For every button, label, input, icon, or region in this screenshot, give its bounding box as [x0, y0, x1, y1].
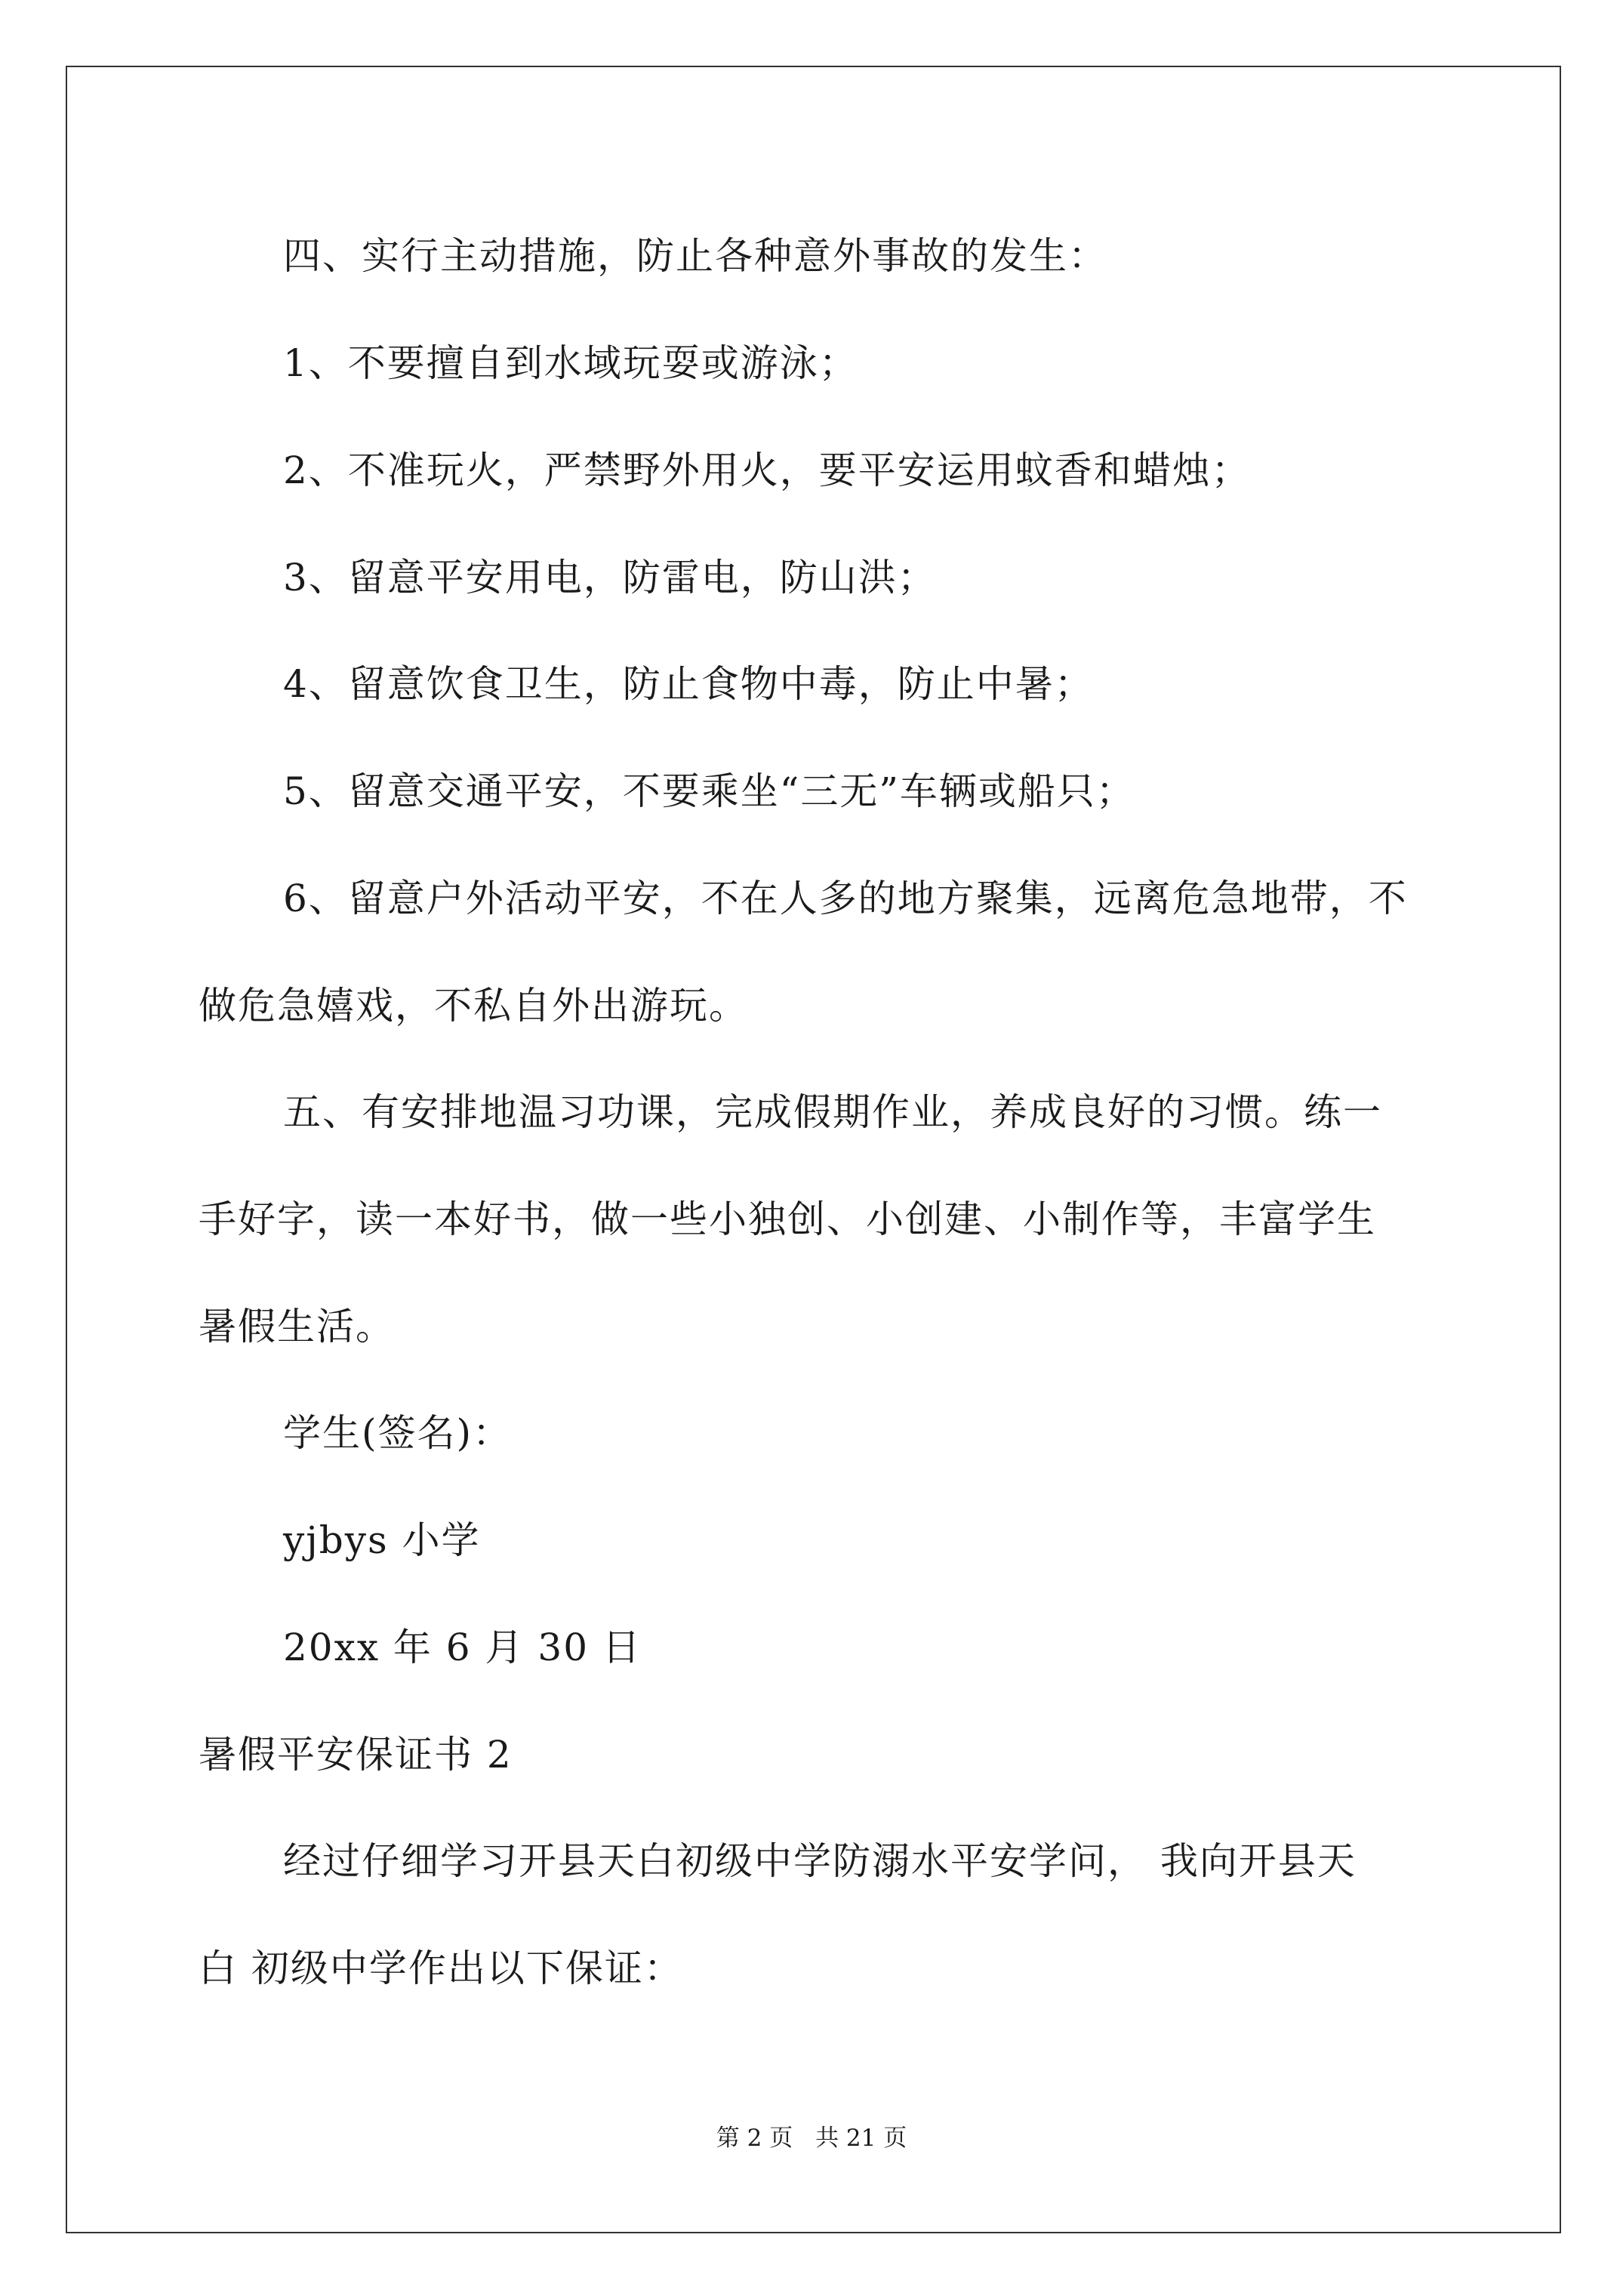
student-signature: 学生(签名)： — [283, 1411, 513, 1455]
list-item-1: 1、不要擅自到水域玩耍或游泳； — [283, 341, 858, 385]
school-name: yjbys 小学 — [283, 1518, 481, 1562]
section-title-2: 暑假平安保证书 2 — [199, 1733, 513, 1777]
page-number: 第 2 页 — [716, 2125, 793, 2152]
pledge-intro-line-2: 白 初级中学作出以下保证： — [199, 1946, 683, 1990]
section-five-line-2: 手好字，读一本好书，做一些小独创、小创建、小制作等，丰富学生 — [199, 1197, 1376, 1241]
list-item-2: 2、不准玩火，严禁野外用火，要平安运用蚊香和蜡烛； — [283, 448, 1251, 492]
section-five-line-1: 五、有安排地温习功课，完成假期作业，养成良好的习惯。练一 — [283, 1090, 1382, 1134]
page-footer — [0, 2123, 1623, 2153]
page-border — [66, 66, 1561, 2233]
page-total: 共 21 页 — [815, 2125, 907, 2152]
list-item-3: 3、留意平安用电，防雷电，防山洪； — [283, 556, 937, 599]
list-item-6-line-2: 做危急嬉戏，不私自外出游玩。 — [199, 984, 748, 1028]
section-five-line-3: 暑假生活。 — [199, 1305, 395, 1348]
section-four-heading: 四、实行主动措施，防止各种意外事故的发生： — [283, 234, 1107, 278]
list-item-6-line-1: 6、留意户外活动平安，不在人多的地方聚集，远离危急地带，不 — [283, 877, 1408, 920]
list-item-4: 4、留意饮食卫生，防止食物中毒，防止中暑； — [283, 662, 1094, 706]
pledge-intro-line-1: 经过仔细学习开县天白初级中学防溺水平安学问， 我向开县天 — [283, 1839, 1357, 1883]
date-line: 20xx 年 6 月 30 日 — [283, 1626, 642, 1669]
list-item-5: 5、留意交通平安，不要乘坐“三无”车辆或船只； — [283, 769, 1135, 813]
